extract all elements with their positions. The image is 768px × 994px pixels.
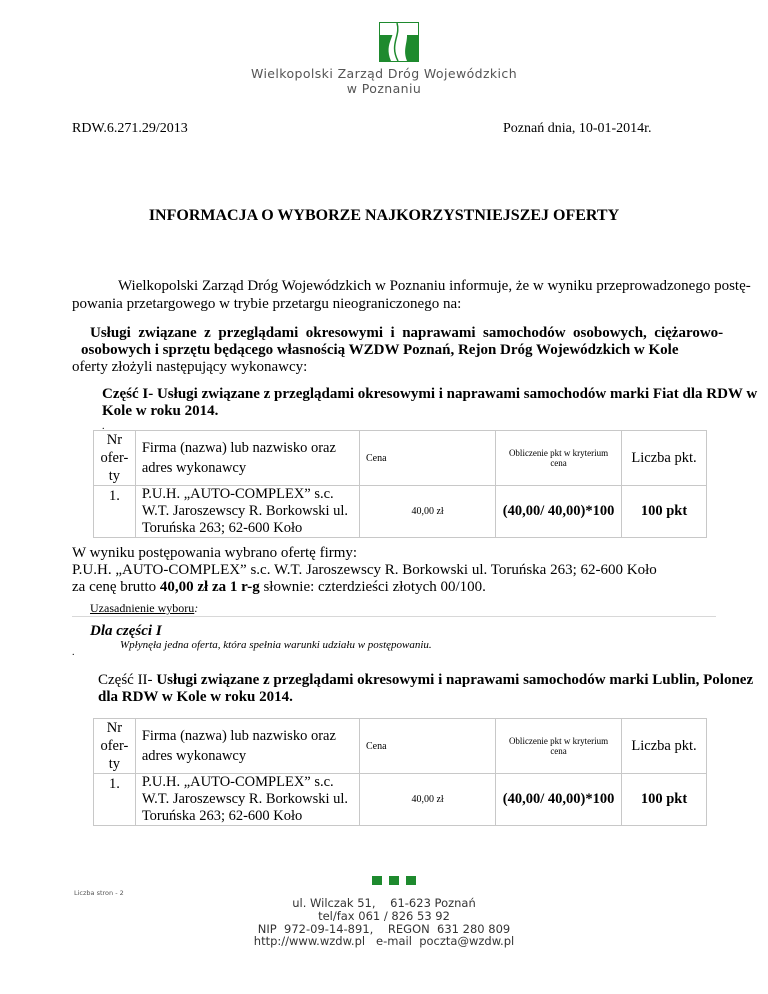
- part1-dot: .: [102, 421, 105, 432]
- part1-title-line1: Część I- Usługi związane z przeglądami okresowymi i naprawami samochodów marki Fiat dla RDW w: [102, 386, 758, 402]
- justification-label: Uzasadnienie wyboru:: [90, 601, 199, 615]
- intro-line1: Wielkopolski Zarząd Dróg Wojewódzkich w Poznaniu informuje, że w wyniku przeprowadzonego postę-: [118, 278, 751, 294]
- intro-line2: powania przetargowego w trybie przetargu nieograniczonego na:: [72, 296, 462, 312]
- justification-dot: .: [72, 647, 75, 658]
- part1-title-line2: Kole w roku 2014.: [102, 403, 219, 419]
- row-nr: 1.: [94, 486, 136, 538]
- row-calc: (40,00/ 40,00)*100: [496, 486, 622, 538]
- row-calc: (40,00/ 40,00)*100: [496, 774, 622, 826]
- footer-square-icon: [389, 876, 399, 885]
- reference-number: RDW.6.271.29/2013: [72, 121, 188, 136]
- row-price: 40,00 zł: [359, 774, 495, 826]
- header-price: Cena: [359, 719, 495, 774]
- offers-table-part1: [93, 430, 707, 538]
- subject-line1: Usługi związane z przeglądami okresowymi i naprawami samochodów osobowych, ciężarowo-: [90, 325, 724, 341]
- justification-text: Wpłynęła jedna oferta, która spełnia warunki udziału w postępowaniu.: [120, 639, 432, 651]
- row-firm: P.U.H. „AUTO-COMPLEX” s.c. W.T. Jaroszewscy R. Borkowski ul. Toruńska 263; 62-600 Koło: [135, 774, 359, 826]
- result-line1: W wyniku postępowania wybrano ofertę firmy:: [72, 545, 358, 561]
- footer-phone: tel/fax 061 / 826 53 92: [318, 909, 450, 923]
- document-title: INFORMACJA O WYBORZE NAJKORZYSTNIEJSZEJ OFERTY: [148, 207, 620, 224]
- footer-square-icon: [406, 876, 416, 885]
- footer-address: ul. Wilczak 51, 61-623 Poznań: [292, 896, 476, 910]
- header-calc: Obliczenie pkt w kryterium cena: [496, 431, 622, 486]
- header-points: Liczba pkt.: [622, 719, 707, 774]
- document-date: Poznań dnia, 10-01-2014r.: [503, 121, 652, 136]
- table-row: [94, 774, 707, 826]
- subject-line2: osobowych i sprzętu będącego własnością WZDW Poznań, Rejon Dróg Wojewódzkich w Kole: [81, 342, 679, 358]
- footer-ids: NIP 972-09-14-891, REGON 631 280 809: [257, 922, 511, 936]
- table-header-row: [94, 431, 707, 486]
- result-line3: za cenę brutto 40,00 zł za 1 r-g słownie: czterdzieści złotych 00/100.: [72, 579, 486, 595]
- header-points: Liczba pkt.: [622, 431, 707, 486]
- org-city: w Poznaniu: [346, 81, 422, 96]
- footer-web[interactable]: http://www.wzdw.pl e-mail poczta@wzdw.pl: [253, 934, 515, 948]
- header-nr: Nr ofer-ty: [94, 431, 136, 486]
- divider: [72, 616, 716, 617]
- header-firm: Firma (nazwa) lub nazwisko oraz adres wykonawcy: [135, 719, 359, 774]
- wzdw-logo: [379, 22, 419, 62]
- header-nr: Nr ofer-ty: [94, 719, 136, 774]
- footer-square-icon: [372, 876, 382, 885]
- row-price: 40,00 zł: [359, 486, 495, 538]
- row-nr: 1.: [94, 774, 136, 826]
- table-row: [94, 486, 707, 538]
- row-firm: P.U.H. „AUTO-COMPLEX” s.c. W.T. Jaroszewscy R. Borkowski ul. Toruńska 263; 62-600 Koło: [135, 486, 359, 538]
- header-firm: Firma (nazwa) lub nazwisko oraz adres wykonawcy: [135, 431, 359, 486]
- justification-part-title: Dla części I: [90, 623, 162, 639]
- row-points: 100 pkt: [622, 774, 707, 826]
- part2-title-line2: dla RDW w Kole w roku 2014.: [98, 689, 293, 705]
- table-header-row: [94, 719, 707, 774]
- result-line2: P.U.H. „AUTO-COMPLEX” s.c. W.T. Jaroszewscy R. Borkowski ul. Toruńska 263; 62-600 Koło: [72, 562, 657, 578]
- offers-table-part2: [93, 718, 707, 826]
- header-price: Cena: [359, 431, 495, 486]
- subject-line3: oferty złożyli następujący wykonawcy:: [72, 359, 308, 375]
- page-count: Liczba stron - 2: [74, 889, 124, 897]
- org-name: Wielkopolski Zarząd Dróg Wojewódzkich: [250, 66, 518, 81]
- header-calc: Obliczenie pkt w kryterium cena: [496, 719, 622, 774]
- row-points: 100 pkt: [622, 486, 707, 538]
- part2-title-line1: Część II- Usługi związane z przeglądami okresowymi i naprawami samochodów marki Lublin, Polonez: [98, 672, 754, 688]
